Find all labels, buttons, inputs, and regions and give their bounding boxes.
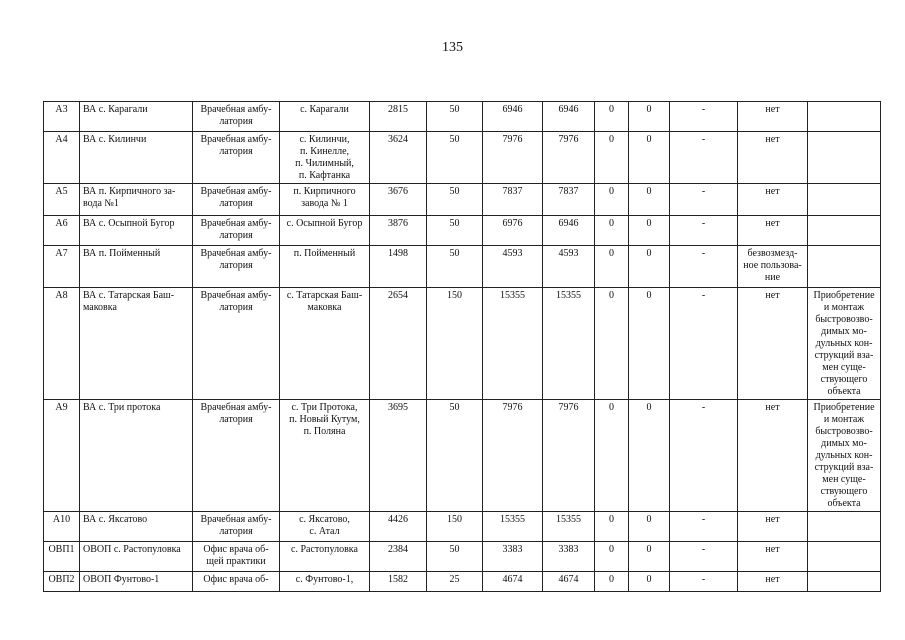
capacity-value: 25: [449, 574, 460, 585]
code-cell: [44, 542, 80, 572]
served-place-line: с. Осыпной Бугор: [286, 218, 363, 229]
area-norm-value: 7837: [502, 186, 523, 197]
population-value: 3624: [388, 134, 408, 145]
area-fact-value: 7976: [558, 134, 579, 145]
type-cell: [193, 102, 280, 132]
places-cell: [280, 102, 370, 132]
area-fact-cell: [543, 288, 595, 400]
area-norm-value: 7976: [502, 402, 523, 413]
v1-cell: [595, 184, 629, 216]
ownership-cell: [738, 288, 808, 400]
ownership-line: нет: [765, 574, 780, 585]
code-cell: [44, 132, 80, 184]
value-1: 0: [609, 186, 614, 197]
dash-cell: [670, 542, 738, 572]
table-row: [44, 246, 881, 288]
facility-type-line: Врачебная амбу-: [200, 186, 272, 197]
facility-name: ВА с. Килинчи: [83, 134, 147, 145]
area-norm-cell: [483, 184, 543, 216]
population-cell: [370, 542, 427, 572]
value-2: 0: [646, 574, 652, 585]
population-value: 1498: [388, 248, 408, 259]
table-row: [44, 102, 881, 132]
population-cell: [370, 216, 427, 246]
note-cell: [808, 512, 881, 542]
v2-cell: [629, 246, 670, 288]
note-cell: [808, 246, 881, 288]
note-cell: [808, 542, 881, 572]
note-cell: [808, 288, 881, 400]
note-line: быстровозво-: [815, 314, 873, 325]
dash-value: -: [701, 134, 706, 145]
served-place-line: завода № 1: [301, 198, 348, 209]
served-place-line: п. Кафтанка: [298, 170, 351, 181]
ownership-line: нет: [765, 290, 780, 301]
served-place-line: с. Татарская Баш-: [286, 290, 363, 301]
ownership-cell: [738, 184, 808, 216]
capacity-value: 50: [449, 186, 460, 197]
capacity-cell: [427, 512, 483, 542]
population-value: 2815: [388, 104, 408, 115]
note-cell: [808, 400, 881, 512]
population-value: 3695: [388, 402, 408, 413]
area-fact-cell: [543, 400, 595, 512]
served-place-line: с. Три Протока,: [291, 402, 358, 413]
v2-cell: [629, 288, 670, 400]
area-norm-cell: [483, 216, 543, 246]
facility-code: А5: [55, 186, 68, 197]
ownership-line: нет: [765, 218, 780, 229]
population-cell: [370, 132, 427, 184]
served-place-line: маковка: [307, 302, 342, 313]
note-line: дульных кон-: [815, 450, 873, 461]
population-value: 4426: [388, 514, 408, 525]
v1-cell: [595, 512, 629, 542]
places-cell: [280, 400, 370, 512]
population-cell: [370, 102, 427, 132]
facility-type-line: латория: [219, 198, 253, 209]
capacity-cell: [427, 184, 483, 216]
dash-value: -: [701, 514, 706, 525]
places-cell: [280, 132, 370, 184]
dash-value: -: [701, 104, 706, 115]
ownership-cell: [738, 246, 808, 288]
facility-type-line: щей практики: [206, 556, 266, 567]
ownership-cell: [738, 102, 808, 132]
area-norm-value: 7976: [502, 134, 523, 145]
ownership-cell: [738, 132, 808, 184]
population-value: 3876: [388, 218, 408, 229]
table-row: [44, 216, 881, 246]
ownership-line: ное пользова-: [743, 260, 802, 271]
dash-cell: [670, 102, 738, 132]
area-fact-value: 15355: [556, 290, 581, 301]
capacity-cell: [427, 542, 483, 572]
area-norm-value: 6976: [502, 218, 523, 229]
area-norm-value: 6946: [502, 104, 523, 115]
population-cell: [370, 512, 427, 542]
area-norm-value: 15355: [500, 290, 525, 301]
dash-cell: [670, 572, 738, 592]
capacity-value: 50: [449, 218, 460, 229]
note-line: Приобретение: [813, 290, 875, 301]
facility-name: ВА п. Пойменный: [83, 248, 161, 259]
note-line: димых мо-: [821, 326, 867, 337]
dash-cell: [670, 184, 738, 216]
note-line: дульных кон-: [815, 338, 873, 349]
dash-cell: [670, 246, 738, 288]
value-1: 0: [609, 248, 614, 259]
area-norm-cell: [483, 572, 543, 592]
served-place-line: п. Новый Кутум,: [289, 414, 360, 425]
places-cell: [280, 512, 370, 542]
area-fact-cell: [543, 216, 595, 246]
dash-cell: [670, 132, 738, 184]
value-2: 0: [646, 218, 652, 229]
facility-code: А3: [55, 104, 68, 115]
dash-value: -: [701, 574, 706, 585]
area-fact-cell: [543, 132, 595, 184]
v1-cell: [595, 400, 629, 512]
note-cell: [808, 132, 881, 184]
type-cell: [193, 288, 280, 400]
area-fact-cell: [543, 542, 595, 572]
area-norm-cell: [483, 288, 543, 400]
population-value: 2384: [388, 544, 408, 555]
population-cell: [370, 572, 427, 592]
served-place-line: п. Кирпичного: [293, 186, 356, 197]
note-line: мен суще-: [822, 474, 866, 485]
area-fact-value: 4674: [558, 574, 579, 585]
facility-type-line: латория: [219, 116, 253, 127]
capacity-cell: [427, 102, 483, 132]
served-place-line: с. Яксатово,: [299, 514, 350, 525]
name-cell: [80, 400, 193, 512]
code-cell: [44, 102, 80, 132]
table-row: [44, 132, 881, 184]
v2-cell: [629, 216, 670, 246]
note-line: ствующего: [820, 486, 868, 497]
facility-type-line: Врачебная амбу-: [200, 134, 272, 145]
dash-cell: [670, 400, 738, 512]
v1-cell: [595, 542, 629, 572]
area-norm-value: 3383: [502, 544, 523, 555]
places-cell: [280, 246, 370, 288]
table-row: [44, 572, 881, 592]
facility-type-line: Врачебная амбу-: [200, 248, 272, 259]
served-place-line: п. Чилимный,: [295, 158, 354, 169]
area-norm-value: 4593: [502, 248, 523, 259]
facility-code: А8: [55, 290, 68, 301]
served-place-line: п. Пойменный: [293, 248, 356, 259]
served-place-line: п. Поляна: [303, 426, 346, 437]
value-1: 0: [609, 574, 614, 585]
ownership-cell: [738, 400, 808, 512]
ownership-line: нет: [765, 544, 780, 555]
area-fact-value: 6946: [558, 218, 579, 229]
facility-type-line: латория: [219, 302, 253, 313]
facility-name: ОВОП с. Растопуловка: [83, 544, 181, 555]
dash-cell: [670, 216, 738, 246]
area-norm-cell: [483, 400, 543, 512]
v1-cell: [595, 132, 629, 184]
facility-name: ВА п. Кирпичного за- вода №1: [83, 186, 176, 209]
capacity-value: 50: [449, 544, 460, 555]
population-cell: [370, 288, 427, 400]
area-norm-cell: [483, 512, 543, 542]
area-fact-cell: [543, 246, 595, 288]
table-row: [44, 400, 881, 512]
table-row: [44, 184, 881, 216]
ownership-line: нет: [765, 402, 780, 413]
table-row: [44, 542, 881, 572]
served-place-line: п. Кинелле,: [299, 146, 350, 157]
facility-name: ОВОП Фунтово-1: [83, 574, 160, 585]
note-line: струкций вза-: [814, 462, 874, 473]
value-1: 0: [609, 514, 614, 525]
value-2: 0: [646, 544, 652, 555]
table-row: [44, 288, 881, 400]
note-line: и монтаж: [823, 414, 865, 425]
ownership-line: нет: [765, 134, 780, 145]
facility-code: ОВП1: [48, 544, 75, 555]
facility-name: ВА с. Осыпной Бугор: [83, 218, 175, 229]
ownership-cell: [738, 512, 808, 542]
facility-code: А7: [55, 248, 68, 259]
v2-cell: [629, 542, 670, 572]
v2-cell: [629, 184, 670, 216]
served-place-line: с. Килинчи,: [299, 134, 350, 145]
v1-cell: [595, 216, 629, 246]
population-cell: [370, 400, 427, 512]
code-cell: [44, 216, 80, 246]
facility-type-line: латория: [219, 230, 253, 241]
note-line: быстровозво-: [815, 426, 873, 437]
facility-type-line: Офис врача об-: [203, 544, 269, 555]
note-line: Приобретение: [813, 402, 875, 413]
note-line: димых мо-: [821, 438, 867, 449]
area-fact-value: 7976: [558, 402, 579, 413]
area-norm-cell: [483, 132, 543, 184]
capacity-value: 150: [447, 514, 462, 525]
facility-type-line: латория: [219, 146, 253, 157]
population-value: 2654: [388, 290, 408, 301]
table-row: [44, 512, 881, 542]
dash-value: -: [701, 186, 706, 197]
type-cell: [193, 184, 280, 216]
capacity-cell: [427, 288, 483, 400]
area-norm-cell: [483, 102, 543, 132]
name-cell: [80, 102, 193, 132]
population-cell: [370, 184, 427, 216]
note-line: объекта: [827, 498, 861, 509]
name-cell: [80, 572, 193, 592]
area-fact-value: 15355: [556, 514, 581, 525]
places-cell: [280, 184, 370, 216]
area-fact-value: 7837: [558, 186, 579, 197]
dash-value: -: [701, 290, 706, 301]
value-1: 0: [609, 544, 614, 555]
capacity-cell: [427, 572, 483, 592]
note-line: ствующего: [820, 374, 868, 385]
note-line: и монтаж: [823, 302, 865, 313]
places-cell: [280, 288, 370, 400]
area-fact-cell: [543, 512, 595, 542]
facility-type-line: Врачебная амбу-: [200, 290, 272, 301]
code-cell: [44, 572, 80, 592]
capacity-value: 50: [449, 248, 460, 259]
type-cell: [193, 132, 280, 184]
type-cell: [193, 400, 280, 512]
places-cell: [280, 542, 370, 572]
area-fact-cell: [543, 572, 595, 592]
note-line: объекта: [827, 386, 861, 397]
value-1: 0: [609, 134, 614, 145]
code-cell: [44, 512, 80, 542]
value-2: 0: [646, 290, 652, 301]
capacity-cell: [427, 132, 483, 184]
note-cell: [808, 102, 881, 132]
v2-cell: [629, 400, 670, 512]
facility-code: А10: [52, 514, 71, 525]
type-cell: [193, 542, 280, 572]
population-value: 1582: [388, 574, 408, 585]
served-place-line: с. Карагали: [300, 104, 349, 115]
note-cell: [808, 184, 881, 216]
value-1: 0: [609, 104, 614, 115]
area-norm-value: 4674: [502, 574, 523, 585]
v1-cell: [595, 102, 629, 132]
served-place-line: с. Растопуловка: [291, 544, 358, 555]
v2-cell: [629, 572, 670, 592]
places-cell: [280, 216, 370, 246]
facility-name: ВА с. Татарская Баш- маковка: [83, 290, 175, 313]
value-2: 0: [646, 248, 652, 259]
code-cell: [44, 184, 80, 216]
dash-value: -: [701, 402, 706, 413]
capacity-value: 50: [449, 134, 460, 145]
name-cell: [80, 246, 193, 288]
value-1: 0: [609, 402, 614, 413]
dash-value: -: [701, 248, 706, 259]
v2-cell: [629, 132, 670, 184]
type-cell: [193, 512, 280, 542]
v1-cell: [595, 288, 629, 400]
ownership-cell: [738, 572, 808, 592]
served-place-line: с. Фунтово-1,: [295, 574, 354, 585]
name-cell: [80, 542, 193, 572]
facility-type-line: Офис врача об-: [203, 574, 269, 585]
value-2: 0: [646, 186, 652, 197]
page-number: 135: [442, 40, 463, 55]
v2-cell: [629, 512, 670, 542]
facility-code: А6: [55, 218, 68, 229]
dash-cell: [670, 288, 738, 400]
value-2: 0: [646, 402, 652, 413]
places-cell: [280, 572, 370, 592]
area-norm-value: 15355: [500, 514, 525, 525]
name-cell: [80, 216, 193, 246]
capacity-value: 50: [449, 402, 460, 413]
capacity-cell: [427, 400, 483, 512]
facility-code: А9: [55, 402, 68, 413]
ownership-line: нет: [765, 104, 780, 115]
v1-cell: [595, 572, 629, 592]
facilities-table: [43, 101, 881, 592]
ownership-line: нет: [765, 186, 780, 197]
served-place-line: с. Атал: [309, 526, 340, 537]
facility-name: ВА с. Карагали: [83, 104, 148, 115]
area-norm-cell: [483, 246, 543, 288]
facility-type-line: латория: [219, 260, 253, 271]
dash-cell: [670, 512, 738, 542]
v1-cell: [595, 246, 629, 288]
capacity-cell: [427, 216, 483, 246]
note-line: мен суще-: [822, 362, 866, 373]
facility-name: ВА с. Три протока: [83, 402, 161, 413]
area-fact-value: 6946: [558, 104, 579, 115]
area-fact-value: 3383: [558, 544, 579, 555]
facility-type-line: Врачебная амбу-: [200, 402, 272, 413]
v2-cell: [629, 102, 670, 132]
value-2: 0: [646, 104, 652, 115]
name-cell: [80, 512, 193, 542]
facility-code: ОВП2: [48, 574, 75, 585]
area-norm-cell: [483, 542, 543, 572]
type-cell: [193, 572, 280, 592]
area-fact-cell: [543, 184, 595, 216]
facility-code: А4: [55, 134, 68, 145]
facility-type-line: латория: [219, 526, 253, 537]
type-cell: [193, 216, 280, 246]
note-line: струкций вза-: [814, 350, 874, 361]
population-cell: [370, 246, 427, 288]
dash-value: -: [701, 544, 706, 555]
facility-name: ВА с. Яксатово: [83, 514, 148, 525]
area-fact-cell: [543, 102, 595, 132]
code-cell: [44, 400, 80, 512]
note-cell: [808, 216, 881, 246]
code-cell: [44, 288, 80, 400]
name-cell: [80, 184, 193, 216]
code-cell: [44, 246, 80, 288]
value-1: 0: [609, 218, 614, 229]
capacity-cell: [427, 246, 483, 288]
type-cell: [193, 246, 280, 288]
capacity-value: 150: [447, 290, 462, 301]
value-2: 0: [646, 134, 652, 145]
facility-type-line: Врачебная амбу-: [200, 514, 272, 525]
note-cell: [808, 572, 881, 592]
name-cell: [80, 288, 193, 400]
ownership-line: нет: [765, 514, 780, 525]
facility-type-line: Врачебная амбу-: [200, 104, 272, 115]
ownership-cell: [738, 216, 808, 246]
area-fact-value: 4593: [558, 248, 579, 259]
dash-value: -: [701, 218, 706, 229]
facility-type-line: Врачебная амбу-: [200, 218, 272, 229]
ownership-cell: [738, 542, 808, 572]
name-cell: [80, 132, 193, 184]
ownership-line: ние: [764, 272, 781, 283]
capacity-value: 50: [449, 104, 460, 115]
facility-type-line: латория: [219, 414, 253, 425]
ownership-line: безвозмезд-: [747, 248, 798, 259]
population-value: 3676: [388, 186, 408, 197]
value-2: 0: [646, 514, 652, 525]
value-1: 0: [609, 290, 614, 301]
